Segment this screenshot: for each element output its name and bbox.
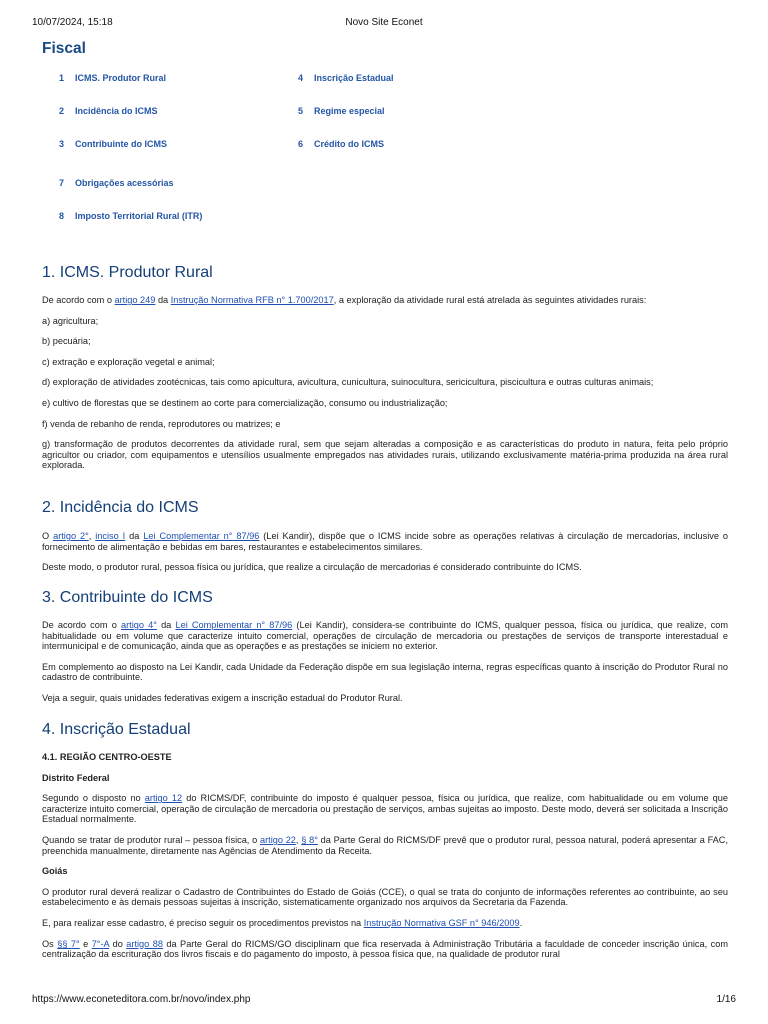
toc-link[interactable]: Imposto Territorial Rural (ITR): [75, 211, 203, 221]
page-title: Fiscal: [42, 40, 86, 57]
link-artigo-249[interactable]: artigo 249: [114, 295, 156, 305]
toc-item-number: 5: [298, 106, 304, 116]
toc-link[interactable]: Inscrição Estadual: [314, 73, 394, 83]
toc-link[interactable]: Regime especial: [314, 106, 385, 116]
paragraph: De acordo com o artigo 4° da Lei Complementar n° 87/96 (Lei Kandir), considera-se contribuinte do ICMS, qualquer pessoa, física ou jurídica, que realize, com habitualidade ou em volume que caracterize intuito comercial, operações de circulação de mercadoria ou prestações de serviços de transporte interestadual e intermunicipal e de comunicação, ainda que as operações e as prestações se iniciem no exterior.: [42, 620, 728, 652]
toc-item-number: 8: [59, 211, 65, 221]
link-artigo-88[interactable]: artigo 88: [126, 938, 163, 949]
paragraph: O artigo 2°, inciso I da Lei Complementar n° 87/96 (Lei Kandir), dispõe que o ICMS incide sobre as operações relativas à circulação de mercadorias, inclusive o fornecimento de alimentação e bebidas em bares, restaurantes e estabelecimentos similares.: [42, 531, 728, 552]
toc-link[interactable]: ICMS. Produtor Rural: [75, 73, 167, 83]
list-item: a) agricultura;: [42, 315, 99, 326]
paragraph: De acordo com o artigo 249 da Instrução Normativa RFB n° 1.700/2017, a exploração da atividade rural está atrelada às seguintes atividades rurais:: [42, 295, 647, 305]
subsection-heading: 4.1. REGIÃO CENTRO-OESTE: [42, 752, 172, 762]
link-paragrafo-7[interactable]: §§ 7°: [57, 938, 80, 949]
link-lc-87-96[interactable]: Lei Complementar n° 87/96: [143, 531, 260, 541]
section-heading: 3. Contribuinte do ICMS: [42, 589, 213, 606]
toc-link[interactable]: Crédito do ICMS: [314, 139, 384, 149]
toc-item-credito-icms[interactable]: [298, 139, 384, 149]
link-artigo-22[interactable]: artigo 22: [259, 834, 296, 845]
toc-link[interactable]: Obrigações acessórias: [75, 178, 174, 188]
list-item: f) venda de rebanho de renda, reprodutores ou matrizes; e: [42, 418, 281, 429]
link-artigo-4[interactable]: artigo 4°: [120, 620, 157, 630]
section-inscricao-estadual: [42, 720, 728, 960]
link-in-rfb-1700[interactable]: Instrução Normativa RFB n° 1.700/2017: [170, 295, 334, 305]
toc-item-itr[interactable]: [59, 211, 202, 221]
toc-item-incidencia-icms[interactable]: [59, 106, 158, 116]
toc-item-regime-especial[interactable]: [298, 106, 385, 116]
state-heading-df: Distrito Federal: [42, 772, 110, 783]
link-inciso-i[interactable]: inciso I: [95, 531, 126, 541]
paragraph: O produtor rural deverá realizar o Cadastro de Contribuintes do Estado de Goiás (CCE), o qual se trata do conjunto de informações referentes ao contribuinte, ao seu estabelecimento e às demais pessoas sujeitas à inscrição, sistematicamente organizado nos arquivos da Secretaria da Fazenda.: [42, 886, 728, 908]
paragraph: Segundo o disposto no artigo 12 do RICMS/DF, contribuinte do imposto é qualquer pessoa, física ou jurídica, que realize, com habitualidade ou em volume que caracterize intuito comercial, operação de circulação de mercadoria ou prestação de serviços, ambas sujeitas ao imposto. Deste modo, deverá ser solicitada a Inscrição Estadual normalmente.: [42, 793, 728, 825]
toc-item-number: 3: [59, 139, 65, 149]
paragraph: Deste modo, o produtor rural, pessoa física ou jurídica, que realize a circulação de mercadorias é considerado contribuinte do ICMS.: [42, 562, 582, 573]
toc-item-number: 1: [59, 73, 65, 83]
toc-item-icms-produtor-rural[interactable]: [59, 73, 166, 83]
paragraph: Veja a seguir, quais unidades federativas exigem a inscrição estadual do Produtor Rural.: [42, 692, 403, 703]
paragraph: Os §§ 7° e 7°-A do artigo 88 da Parte Geral do RICMS/GO disciplinam que fica reservada à Administração Tributária a faculdade de conceder inscrição única, com centralização da escrituração dos livros fiscais e do pagamento do imposto, à pessoa física que, na qualidade de produtor rural: [42, 938, 728, 960]
section-heading: 2. Incidência do ICMS: [42, 499, 199, 516]
print-header: [32, 17, 736, 31]
link-paragrafo-8[interactable]: § 8°: [301, 834, 318, 845]
link-paragrafo-7a[interactable]: 7°-A: [91, 938, 110, 949]
section-incidencia-icms: [42, 498, 728, 573]
paragraph: Quando se tratar de produtor rural – pessoa física, o artigo 22, § 8° da Parte Geral do RICMS/DF prevê que o produtor rural, pessoa natural, poderá apresentar a FAC, preenchida manualmente, diretamente nas Agências de Atendimento da Receita.: [42, 834, 728, 856]
link-artigo-2[interactable]: artigo 2°: [53, 531, 89, 541]
toc-link[interactable]: Incidência do ICMS: [75, 106, 158, 116]
link-in-gsf-946[interactable]: Instrução Normativa GSF n° 946/2009: [363, 917, 520, 928]
list-item: g) transformação de produtos decorrentes da atividade rural, sem que sejam alteradas a composição e as características do produto in natura, feita pelo próprio agricultor ou criador, com equipamentos e utensílios usualmente empregados nas atividades rurais, utilizando exclusivamente matéria-prima produzida na área rural explorada.: [42, 439, 728, 471]
toc-item-number: 2: [59, 106, 65, 116]
paragraph: E, para realizar esse cadastro, é preciso seguir os procedimentos previstos na Instrução Normativa GSF n° 946/2009.: [42, 917, 523, 928]
print-site-title: Novo Site Econet: [345, 17, 423, 28]
section-icms-produtor-rural: [42, 263, 728, 471]
link-artigo-12[interactable]: artigo 12: [144, 793, 183, 804]
list-item: d) exploração de atividades zootécnicas, tais como apicultura, avicultura, cunicultura, suinocultura, sericicultura, piscicultura e outras culturas animais;: [42, 377, 654, 388]
toc-item-obrigacoes-acessorias[interactable]: [59, 178, 174, 188]
print-url: https://www.econeteditora.com.br/novo/index.php: [32, 994, 251, 1005]
toc-item-number: 6: [298, 139, 304, 149]
print-page-number: 1/16: [716, 994, 736, 1005]
list-item: b) pecuária;: [42, 336, 91, 347]
list-item: c) extração e exploração vegetal e animal;: [42, 356, 215, 367]
paragraph: Em complemento ao disposto na Lei Kandir, cada Unidade da Federação dispõe em sua legislação interna, regras específicas quanto à inscrição do Produtor Rural no cadastro de contribuinte.: [42, 661, 728, 683]
toc-item-number: 7: [59, 178, 65, 188]
print-datetime: 10/07/2024, 15:18: [32, 17, 113, 28]
section-heading: 1. ICMS. Produtor Rural: [42, 264, 213, 281]
table-of-contents: [42, 73, 728, 278]
state-heading-go: Goiás: [42, 866, 68, 877]
toc-item-contribuinte-icms[interactable]: [59, 139, 167, 149]
section-heading: 4. Inscrição Estadual: [42, 721, 191, 738]
toc-item-inscricao-estadual[interactable]: [298, 73, 394, 83]
link-lc-87-96[interactable]: Lei Complementar n° 87/96: [175, 620, 293, 630]
list-item: e) cultivo de florestas que se destinem ao corte para comercialização, consumo ou industrialização;: [42, 397, 448, 408]
section-contribuinte-icms: [42, 588, 728, 704]
toc-item-number: 4: [298, 73, 304, 83]
document-content: [42, 36, 728, 960]
print-footer: [32, 994, 736, 1008]
toc-link[interactable]: Contribuinte do ICMS: [75, 139, 167, 149]
